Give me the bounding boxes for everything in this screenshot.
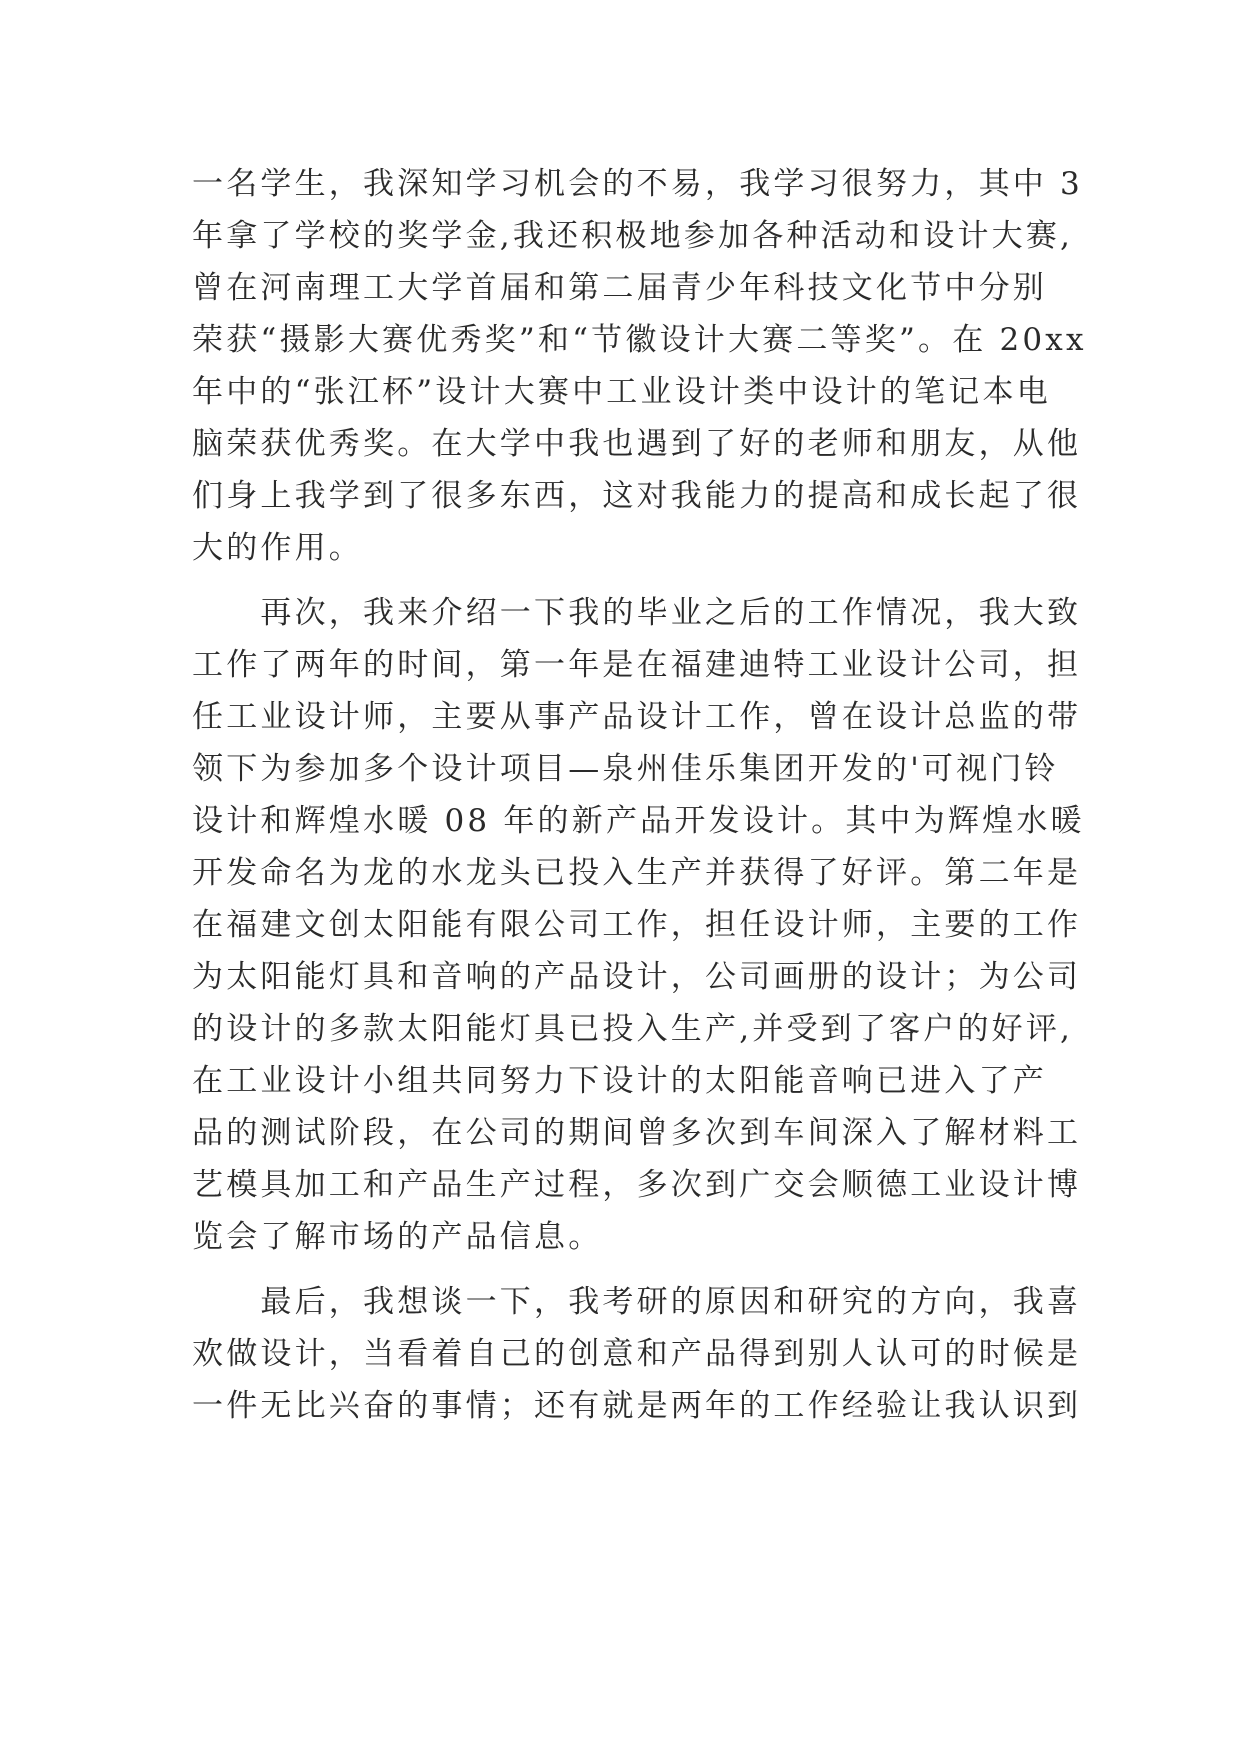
paragraph-1 <box>192 158 1092 574</box>
text-line: 开发命名为龙的水龙头已投入生产并获得了好评。第二年是 <box>192 855 1082 891</box>
text-line: 们身上我学到了很多东西，这对我能力的提高和成长起了很 <box>192 478 1082 514</box>
text-line: 任工业设计师，主要从事产品设计工作，曾在设计总监的带 <box>192 699 1082 735</box>
document-body <box>192 158 1092 1432</box>
text-line: 再次，我来介绍一下我的毕业之后的工作情况，我大致 <box>192 595 1082 631</box>
text-line: 的设计的多款太阳能灯具已投入生产,并受到了客户的好评, <box>192 1011 1074 1047</box>
text-line: 为太阳能灯具和音响的产品设计，公司画册的设计；为公司 <box>192 959 1082 995</box>
text-line: 在工业设计小组共同努力下设计的太阳能音响已进入了产 <box>192 1063 1047 1099</box>
text-line: 品的测试阶段，在公司的期间曾多次到车间深入了解材料工 <box>192 1115 1082 1151</box>
text-line: 览会了解市场的产品信息。 <box>192 1219 603 1255</box>
paragraph-spacer <box>192 1263 1092 1276</box>
text-line: 荣获“摄影大赛优秀奖”和“节徽设计大赛二等奖”。在 20xx <box>192 322 1087 358</box>
paragraph-2 <box>192 587 1092 1263</box>
text-line: 大的作用。 <box>192 530 363 566</box>
text-line: 一件无比兴奋的事情；还有就是两年的工作经验让我认识到 <box>192 1388 1082 1424</box>
text-line: 一名学生，我深知学习机会的不易，我学习很努力，其中 3 <box>192 166 1083 202</box>
text-line: 工作了两年的时间，第一年是在福建迪特工业设计公司，担 <box>192 647 1082 683</box>
text-line: 领下为参加多个设计项目—泉州佳乐集团开发的'可视门铃 <box>192 751 1059 787</box>
text-line: 曾在河南理工大学首届和第二届青少年科技文化节中分别 <box>192 270 1047 306</box>
text-line: 在福建文创太阳能有限公司工作，担任设计师，主要的工作 <box>192 907 1082 943</box>
text-line: 欢做设计，当看着自己的创意和产品得到别人认可的时候是 <box>192 1336 1082 1372</box>
text-line: 年中的“张江杯”设计大赛中工业设计类中设计的笔记本电 <box>192 374 1051 410</box>
text-line: 最后，我想谈一下，我考研的原因和研究的方向，我喜 <box>192 1284 1082 1320</box>
text-line: 年拿了学校的奖学金,我还积极地参加各种活动和设计大赛, <box>192 218 1074 254</box>
paragraph-spacer <box>192 574 1092 587</box>
text-line: 脑荣获优秀奖。在大学中我也遇到了好的老师和朋友，从他 <box>192 426 1082 462</box>
text-line: 艺模具加工和产品生产过程，多次到广交会顺德工业设计博 <box>192 1167 1082 1203</box>
text-line: 设计和辉煌水暖 08 年的新产品开发设计。其中为辉煌水暖 <box>192 803 1085 839</box>
paragraph-3 <box>192 1276 1092 1432</box>
